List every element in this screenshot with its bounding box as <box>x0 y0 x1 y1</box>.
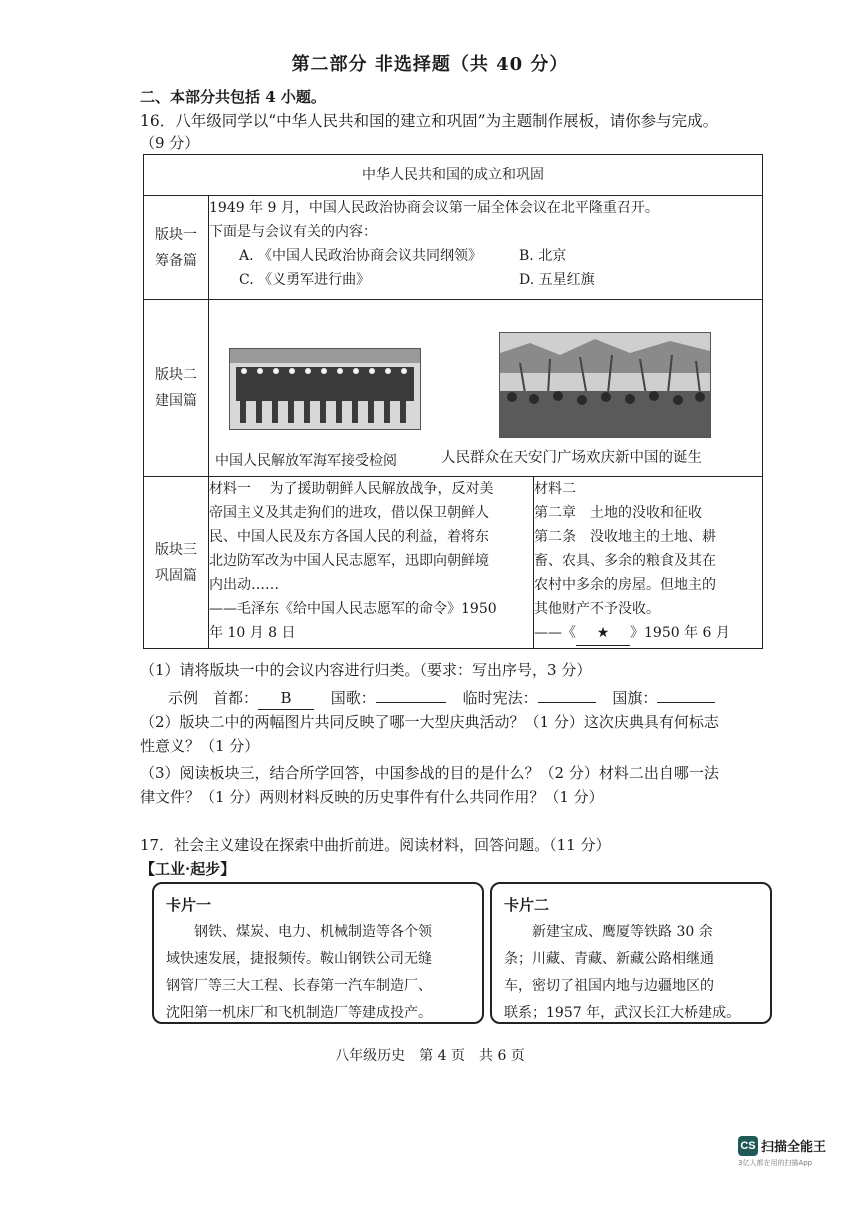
material1-line: 帝国主义及其走狗们的进攻，借以保卫朝鲜人 <box>209 505 489 521</box>
q16-sub3-line1: （3）阅读板块三，结合所学回答，中国参战的目的是什么？（2 分）材料二出自哪一法 <box>140 764 719 782</box>
tiananmen-caption: 人民群众在天安门广场欢庆新中国的诞生 <box>441 450 702 466</box>
material2-line: 第二章 土地的没收和征收 <box>534 505 702 521</box>
material2-cell <box>534 477 763 649</box>
material2-line: 农村中多余的房屋。但地主的 <box>534 577 716 593</box>
q16-stem-line2: （9 分） <box>140 134 200 152</box>
material2-line: 畜、农具、多余的粮食及其在 <box>534 553 716 569</box>
material1-line: 材料一 为了援助朝鲜人民解放战争，反对美 <box>209 481 494 497</box>
material2-line: 其他财产不予没收。 <box>534 601 660 617</box>
card-two-title: 卡片二 <box>504 896 550 914</box>
material2-line: 第二条 没收地主的土地、耕 <box>534 529 716 545</box>
material1-source: ——毛泽东《给中国人民志愿军的命令》1950 <box>209 601 497 617</box>
card-one-line: 域快速发展，捷报频传。鞍山钢铁公司无缝 <box>166 951 432 967</box>
q16-sub2-line1: （2）版块二中的两幅图片共同反映了哪一大型庆典活动？（1 分）这次庆典具有何标志 <box>140 713 719 731</box>
option-c: C. 《义勇军进行曲》 <box>239 272 371 288</box>
tiananmen-celebration-photo <box>499 332 711 438</box>
card-two-line: 新建宝成、鹰厦等铁路 30 余 <box>532 924 713 940</box>
card-one-line: 沈阳第一机床厂和飞机制造厂等建成投产。 <box>166 1005 432 1021</box>
block2-label <box>144 300 209 477</box>
material1-date: 年 10 月 8 日 <box>209 625 296 641</box>
q16-example <box>168 687 715 710</box>
flag-label: 国旗： <box>612 689 658 707</box>
block1-label <box>144 196 209 300</box>
page-footer: 八年级历史 第 4 页 共 6 页 <box>335 1048 525 1064</box>
block3-label <box>144 477 209 649</box>
q16-sub1: （1）请将版块一中的会议内容进行归类。（要求：写出序号，3 分） <box>140 661 592 679</box>
card-two-line: 条；川藏、青藏、新藏公路相继通 <box>504 951 714 967</box>
card-one-title: 卡片一 <box>166 896 212 914</box>
card-two-line: 联系；1957 年，武汉长江大桥建成。 <box>504 1005 741 1021</box>
anthem-blank[interactable] <box>376 702 446 703</box>
part-title: 第二部分 非选择题（共 40 分） <box>291 54 569 75</box>
material1-line: 民、中国人民及东方各国人民的利益，着将东 <box>209 529 489 545</box>
option-b: B. 北京 <box>519 248 567 264</box>
scanner-watermark <box>738 1135 838 1168</box>
block2-label-line2: 建国篇 <box>155 393 197 409</box>
block1-label-line2: 筹备篇 <box>155 252 197 269</box>
material2-source <box>534 621 762 646</box>
q17-stem: 17．社会主义建设在探索中曲折前进。阅读材料，回答问题。（11 分） <box>140 836 611 854</box>
card-one <box>152 882 484 1024</box>
exhibition-board-table <box>143 154 763 649</box>
star-icon: ★ <box>596 625 610 641</box>
watermark-subtitle: 3亿人都在用的扫描App <box>738 1158 813 1167</box>
constitution-blank[interactable] <box>538 702 596 703</box>
board-title: 中华人民共和国的成立和巩固 <box>144 155 763 196</box>
material2-source-prefix: ——《 <box>534 625 576 641</box>
material2-source-suffix: 》1950 年 6 月 <box>630 625 730 641</box>
block1-content <box>209 196 763 300</box>
q16-stem-line1: 16．八年级同学以“中华人民共和国的建立和巩固”为主题制作展板，请你参与完成。 <box>140 112 719 130</box>
material1-cell <box>209 477 534 649</box>
watermark-name: 扫描全能王 <box>761 1140 827 1155</box>
block1-label-line1: 版块一 <box>155 226 197 243</box>
block3-label-line1: 版块三 <box>155 541 197 558</box>
cs-logo-icon: CS <box>738 1136 758 1156</box>
material2-line: 材料二 <box>534 481 576 497</box>
material1-line: 北边防军改为中国人民志愿军，迅即向朝鲜境 <box>209 553 489 569</box>
flag-blank[interactable] <box>657 702 715 703</box>
anthem-label: 国歌： <box>330 689 376 707</box>
navy-review-caption: 中国人民解放军海军接受检阅 <box>215 453 397 469</box>
material1-line: 内出动…… <box>209 577 279 593</box>
card-two-line: 车，密切了祖国内地与边疆地区的 <box>504 978 714 994</box>
card-two <box>490 882 772 1024</box>
section-header: 二、本部分共包括 4 小题。 <box>140 88 326 106</box>
q17-subtitle: 【工业·起步】 <box>140 860 236 878</box>
example-prefix: 示例 首都： <box>168 689 259 707</box>
navy-review-photo <box>229 348 421 430</box>
block1-text2: 下面是与会议有关的内容： <box>209 224 377 240</box>
block2-content <box>209 300 763 477</box>
option-a: A. 《中国人民政治协商会议共同纲领》 <box>239 248 483 264</box>
card-one-line: 钢管厂等三大工程、长春第一汽车制造厂、 <box>166 978 432 994</box>
card-one-line: 钢铁、煤炭、电力、机械制造等各个领 <box>194 924 432 940</box>
block2-label-line1: 版块二 <box>155 367 197 383</box>
constitution-label: 临时宪法： <box>462 689 538 707</box>
q16-sub2-line2: 性意义？（1 分） <box>140 737 260 755</box>
block3-label-line2: 巩固篇 <box>155 567 197 584</box>
q16-sub3-line2: 律文件？（1 分）两则材料反映的历史事件有什么共同作用？（1 分） <box>140 788 604 806</box>
capital-answer: B <box>258 687 314 710</box>
star-blank <box>576 621 630 646</box>
block1-text1: 1949 年 9 月，中国人民政治协商会议第一届全体会议在北平隆重召开。 <box>209 200 659 216</box>
option-d: D. 五星红旗 <box>519 272 595 288</box>
